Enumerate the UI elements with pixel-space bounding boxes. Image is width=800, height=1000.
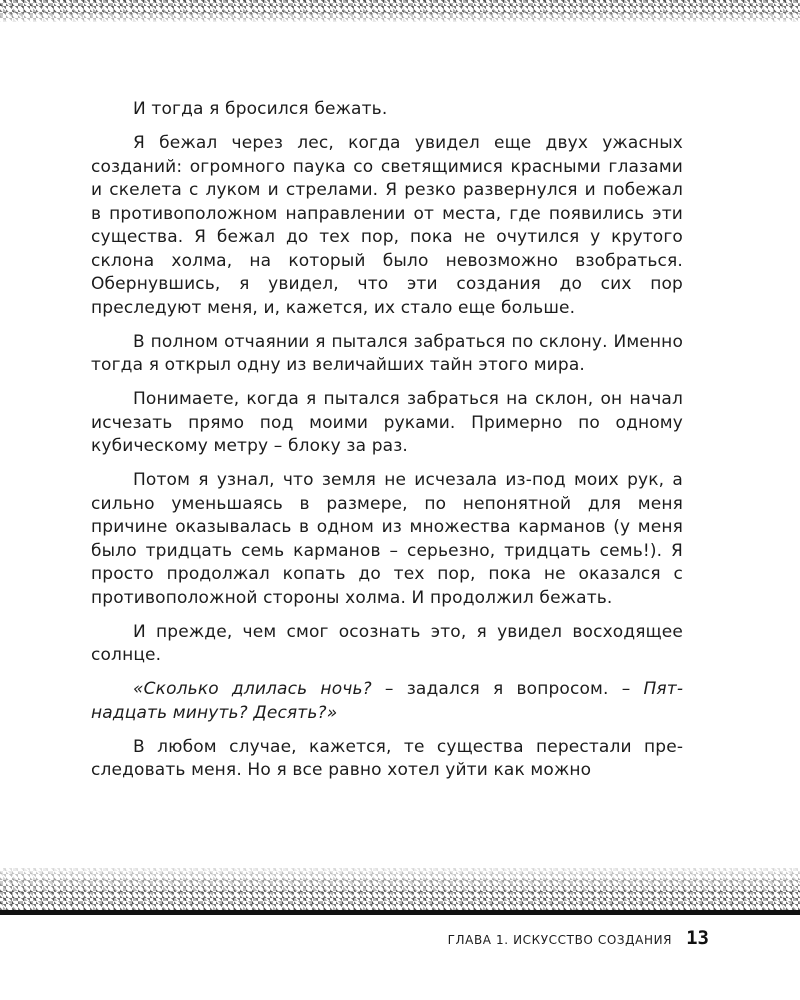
paragraph: Понимаете, когда я пытался забраться на склон, он начал исчезать прямо под моими руками. Примерно по одному кубическому метру – блоку за раз. (91, 389, 683, 456)
quote-continuation: Пятнадцать минуть? Десять?» (91, 679, 683, 723)
page-footer (448, 927, 709, 949)
quote-attribution: – задался я вопросом. – (371, 679, 644, 699)
paragraph: Я бежал через лес, когда увидел еще двух ужасных созданий: огромного паука со светящимися красными глазами и скелета с луком и стрелами. Я резко развернулся и побежал в противоположном направлении от места, где появились эти существа. Я бежал до тех пор, пока не очутился у крутого склона холма, на который было невозможно взобраться. Обернувшись, я увидел, что эти создания до сих пор преследуют меня, и, кажется, их стало еще больше. (91, 133, 683, 318)
paragraph: В полном отчаянии я пытался забраться по склону. Именно тогда я открыл одну из величайших тайн этого мира. (91, 331, 683, 375)
paragraph: В любом случае, кажется, те существа перестали преследовать меня. Но я все равно хотел уйти как можно (91, 736, 683, 780)
footer-rule (0, 910, 800, 915)
top-pixel-border (0, 0, 800, 22)
page-number: 13 (686, 927, 709, 949)
bottom-pixel-border (0, 868, 800, 910)
quote-question: «Сколько длилась ночь? (133, 679, 372, 699)
chapter-title: ГЛАВА 1. ИСКУССТВО СОЗДАНИЯ (447, 933, 673, 947)
quote-paragraph (91, 678, 683, 725)
paragraph: И прежде, чем смог осознать это, я увидел восходящее солнце. (91, 621, 683, 665)
body-text (91, 98, 683, 783)
paragraph: И тогда я бросился бежать. (133, 99, 388, 119)
paragraph: Потом я узнал, что земля не исчезала из-под моих рук, а сильно уменьшаясь в размере, по непонятной для меня причине оказывалась в одном из множества карманов (у меня было тридцать семь карманов – серьезно, тридцать семь!). Я просто продолжал копать до тех пор, пока не оказался с противоположной стороны холма. И продолжил бежать. (91, 470, 683, 608)
